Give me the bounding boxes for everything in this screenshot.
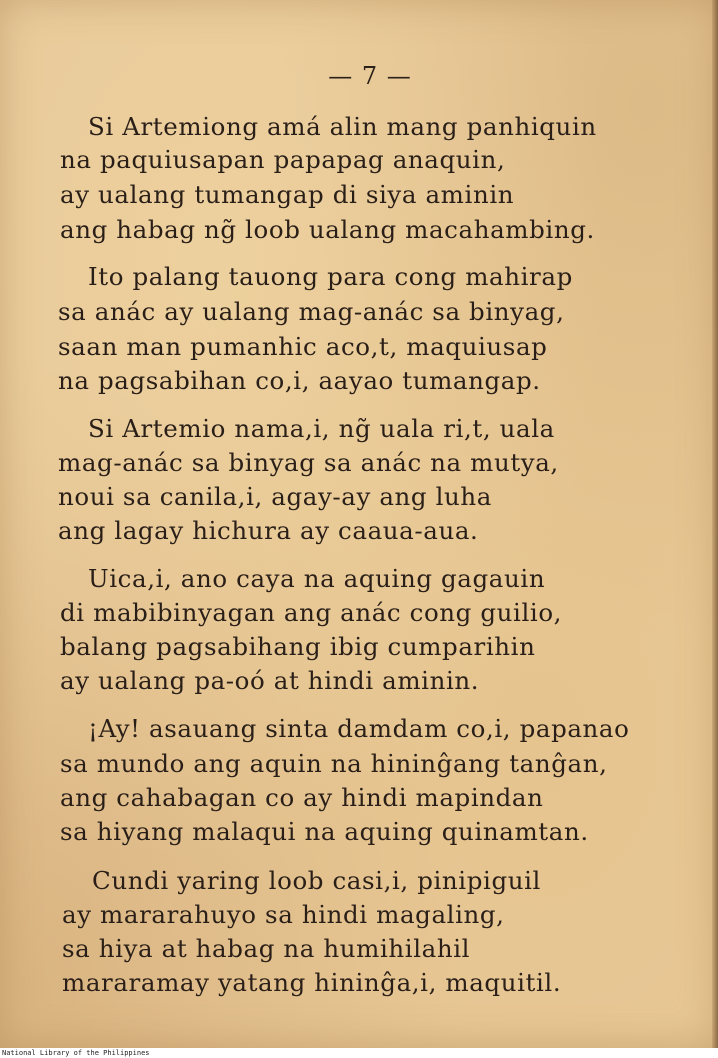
- verse-line: Cundi yaring loob casi,i, pinipiguil: [92, 866, 541, 895]
- verse-line: saan man pumanhic aco,t, maquiusap: [58, 332, 548, 361]
- verse-line: na paquiusapan papapag anaquin,: [60, 145, 506, 174]
- verse-line: mag-anác sa binyag sa anác na mutya,: [58, 448, 559, 477]
- page-number: — 7 —: [328, 62, 412, 90]
- verse-line: ang cahabagan co ay hindi mapindan: [60, 783, 544, 812]
- page-right-edge: [712, 0, 718, 1048]
- verse-line: noui sa canila,i, agay-ay ang luha: [58, 482, 492, 511]
- verse-line: mararamay yatang hininĝa,i, maquitil.: [62, 968, 562, 997]
- verse-line: di mabibinyagan ang anác cong guilio,: [60, 598, 563, 627]
- verse-line: ay ualang pa-oó at hindi aminin.: [60, 666, 480, 695]
- verse-line: sa anác ay ualang mag-anác sa binyag,: [58, 297, 565, 326]
- verse-line: ang habag ng̃ loob ualang macahambing.: [60, 215, 595, 244]
- verse-line: sa hiya at habag na humihilahil: [62, 934, 471, 963]
- verse-line: ay ualang tumangap di siya aminin: [60, 180, 515, 209]
- verse-line: sa hiyang malaqui na aquing quinamtan.: [60, 817, 589, 846]
- verse-line: balang pagsabihang ibig cumparihin: [60, 632, 536, 661]
- verse-line: Uica,i, ano caya na aquing gagauin: [88, 564, 546, 593]
- verse-line: ang lagay hichura ay caaua-aua.: [58, 516, 479, 545]
- verse-line: na pagsabihan co,i, aayao tumangap.: [58, 366, 541, 395]
- verse-line: Ito palang tauong para cong mahirap: [88, 262, 573, 291]
- verse-line: sa mundo ang aquin na hininĝang tanĝan,: [60, 749, 608, 778]
- verse-line: ay mararahuyo sa hindi magaling,: [62, 900, 505, 929]
- verse-line: Si Artemiong amá alin mang panhiquin: [88, 112, 597, 141]
- verse-line: Si Artemio nama,i, ng̃ uala ri,t, uala: [88, 414, 555, 443]
- source-footer: National Library of the Philippines: [2, 1049, 150, 1057]
- verse-line: ¡Ay! asauang sinta damdam co,i, papanao: [88, 714, 630, 743]
